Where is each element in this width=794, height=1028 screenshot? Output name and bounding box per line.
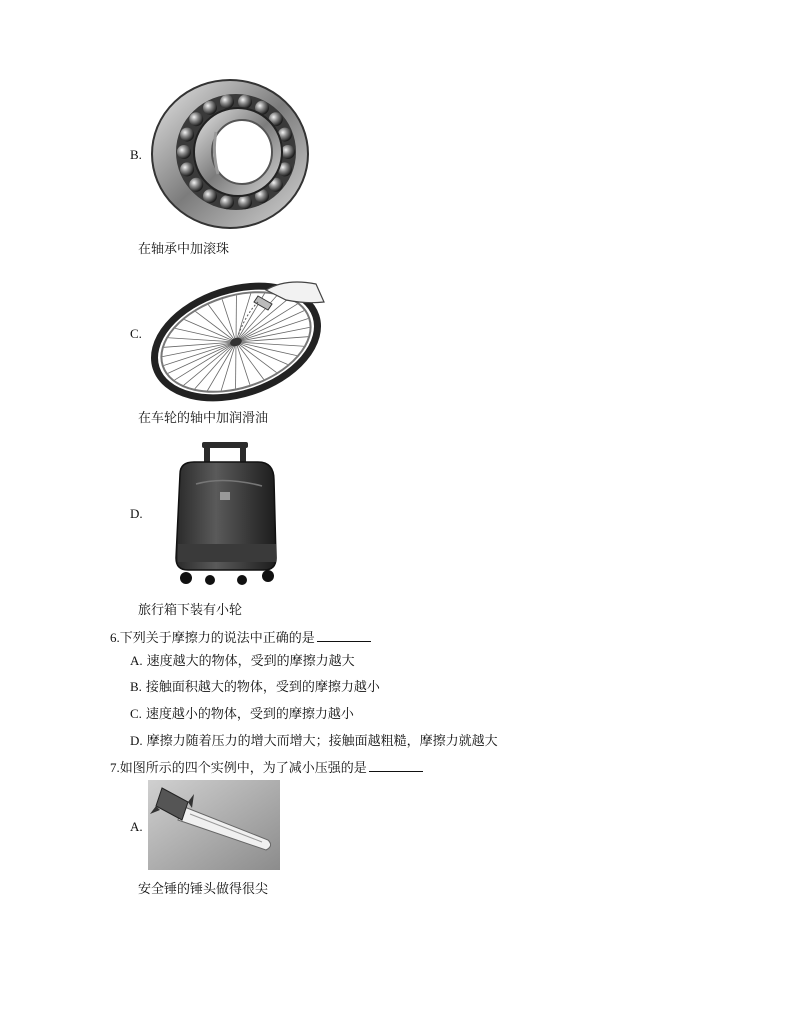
bicycle-wheel-image bbox=[146, 274, 326, 402]
figure-7a-letter: A. bbox=[130, 819, 143, 834]
figure-d-letter: D. bbox=[130, 506, 143, 521]
option-letter: D. bbox=[130, 733, 143, 748]
question-6-stem: 下列关于摩擦力的说法中正确的是 bbox=[119, 631, 315, 646]
question-6-number: 6. bbox=[110, 630, 120, 645]
figure-d-caption: 旅行箱下装有小轮 bbox=[138, 603, 243, 618]
safety-hammer-image bbox=[148, 780, 280, 870]
figure-b-caption: 在轴承中加滚珠 bbox=[138, 242, 230, 257]
figure-b-letter: B. bbox=[130, 147, 142, 162]
question-7-answer-blank[interactable] bbox=[369, 759, 423, 772]
question-7-number: 7. bbox=[110, 760, 120, 775]
question-7-stem: 如图所示的四个实例中，为了减小压强的是 bbox=[119, 761, 367, 776]
option-text: 摩擦力随着压力的增大而增大；接触面越粗糙，摩擦力就越大 bbox=[146, 734, 498, 749]
figure-c-caption: 在车轮的轴中加润滑油 bbox=[138, 411, 269, 426]
ball-bearing-image bbox=[146, 72, 314, 232]
rolling-suitcase-image bbox=[170, 440, 282, 588]
question-6-stem-line bbox=[110, 627, 371, 646]
figure-c-letter: C. bbox=[130, 326, 142, 341]
question-6-option-c[interactable] bbox=[130, 703, 354, 722]
question-6-answer-blank[interactable] bbox=[317, 629, 371, 642]
option-letter: B. bbox=[130, 679, 142, 694]
question-6-option-b[interactable] bbox=[130, 676, 380, 695]
figure-7a-caption: 安全锤的锤头做得很尖 bbox=[138, 882, 269, 897]
question-6-option-d[interactable] bbox=[130, 730, 498, 749]
option-text: 速度越大的物体，受到的摩擦力越大 bbox=[146, 654, 355, 669]
option-text: 速度越小的物体，受到的摩擦力越小 bbox=[145, 707, 354, 722]
option-text: 接触面积越大的物体，受到的摩擦力越小 bbox=[145, 680, 380, 695]
question-6-option-a[interactable] bbox=[130, 650, 355, 669]
question-7-stem-line bbox=[110, 757, 423, 776]
option-letter: A. bbox=[130, 653, 143, 668]
option-letter: C. bbox=[130, 706, 142, 721]
